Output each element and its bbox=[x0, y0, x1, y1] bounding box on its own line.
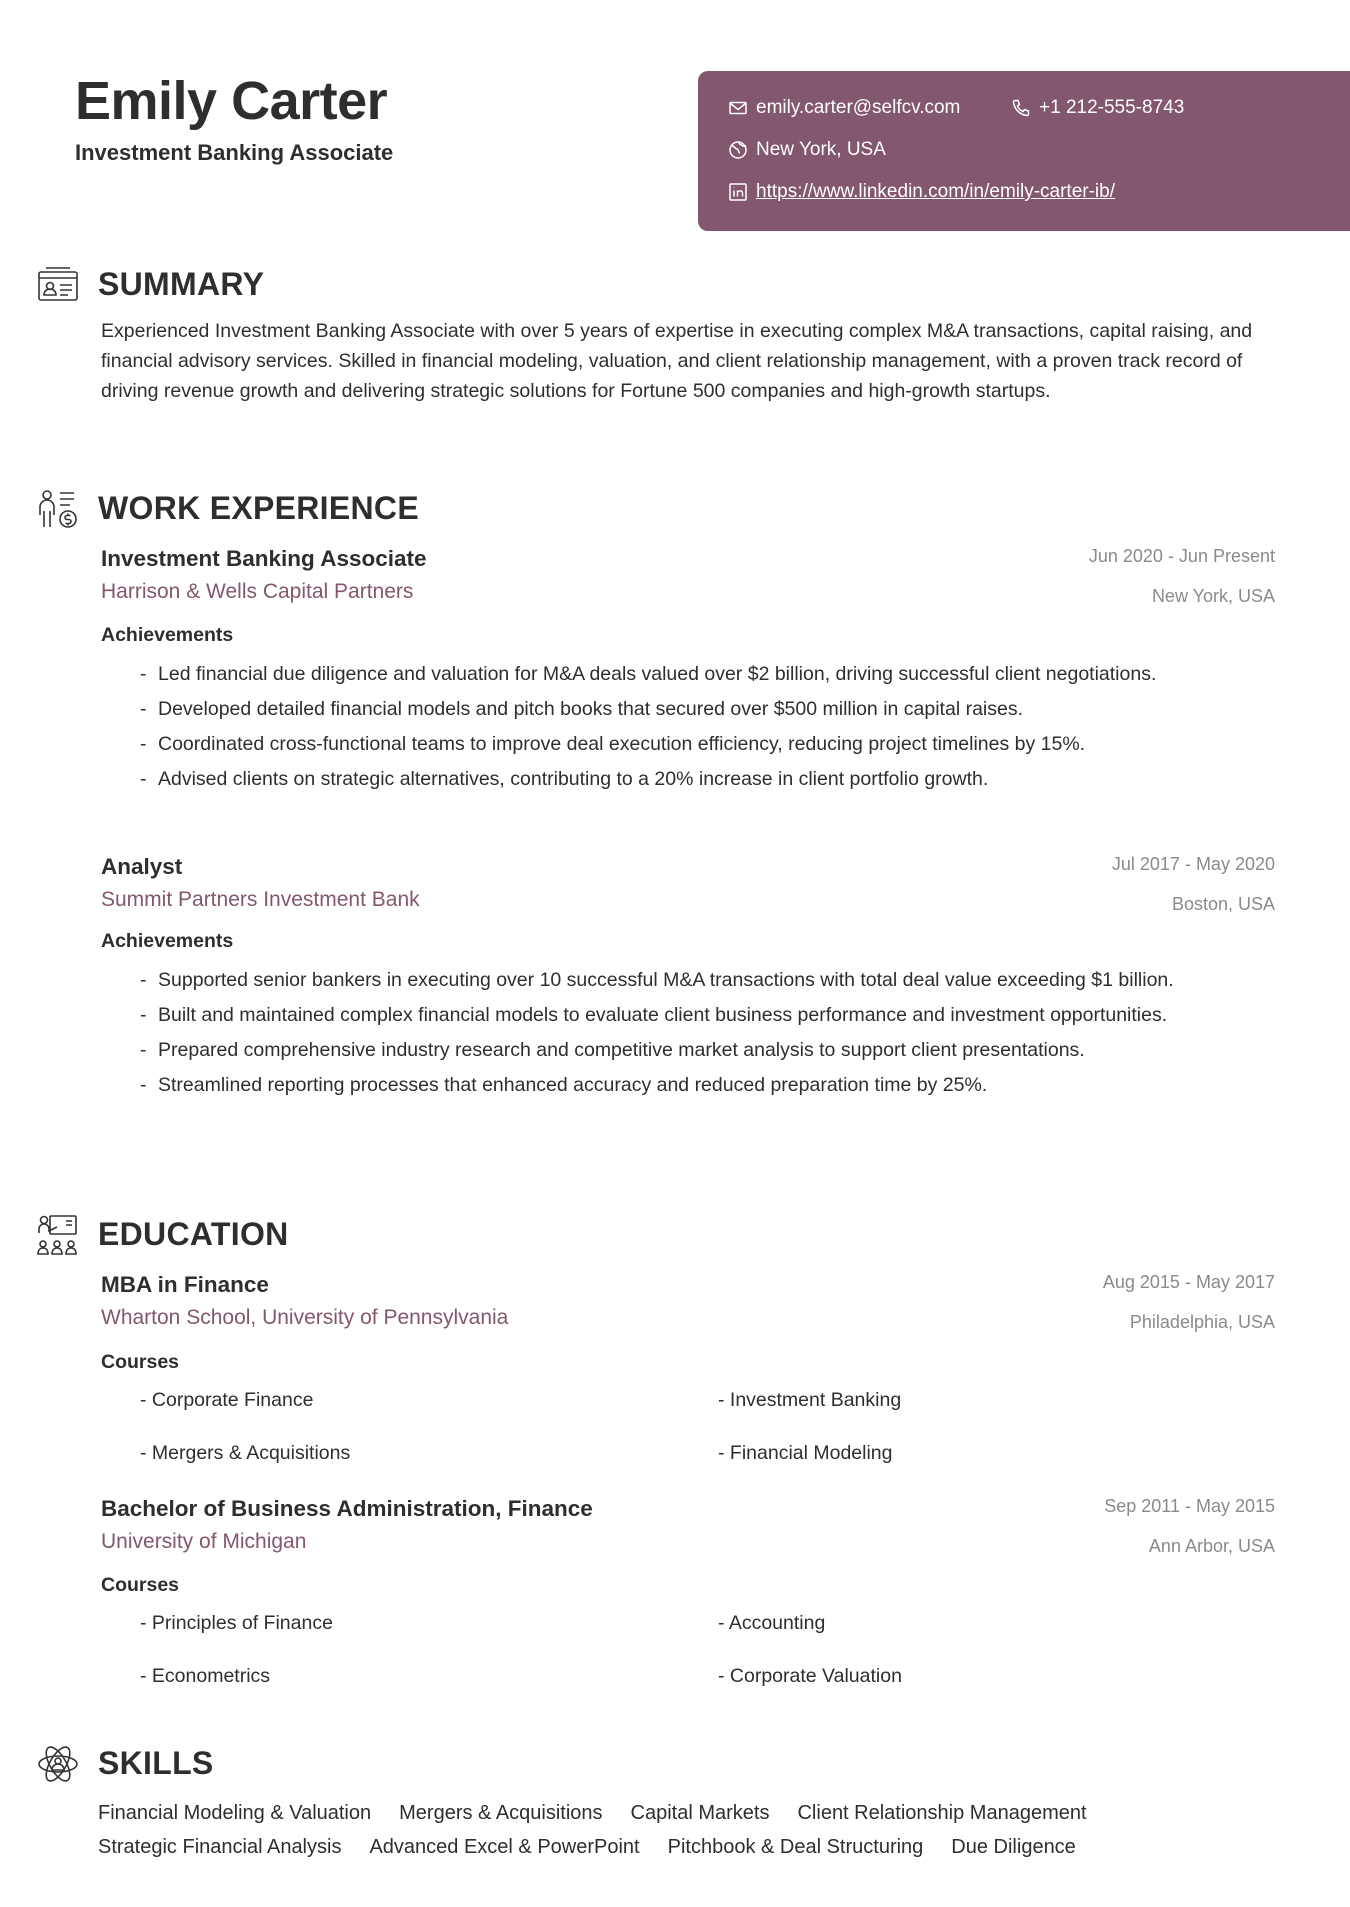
list-item: - Prepared comprehensive industry research and competitive market analysis to support client presentations. bbox=[140, 1035, 1265, 1065]
achievements-heading: Achievements bbox=[101, 930, 234, 952]
job-dates: Jun 2020 - Jun Present bbox=[1088, 546, 1275, 566]
email-text[interactable]: emily.carter@selfcv.com bbox=[756, 97, 961, 118]
course-item: - Econometrics bbox=[140, 1665, 271, 1687]
skill-tag: Mergers & Acquisitions bbox=[399, 1802, 603, 1824]
courses-heading: Courses bbox=[101, 1351, 180, 1373]
skills-heading: SKILLS bbox=[98, 1745, 214, 1781]
linkedin-link[interactable]: https://www.linkedin.com/in/emily-carter-ib/ bbox=[756, 181, 1115, 202]
summary-heading: SUMMARY bbox=[98, 266, 265, 302]
linkedin-icon bbox=[728, 182, 748, 202]
achievements-list bbox=[140, 965, 1265, 1105]
job-dates: Jul 2017 - May 2020 bbox=[1111, 854, 1275, 874]
contact-email[interactable] bbox=[728, 97, 960, 119]
course-item: - Mergers & Acquisitions bbox=[140, 1442, 351, 1464]
list-item: - Advised clients on strategic alternatives, contributing to a 20% increase in client portfolio growth. bbox=[140, 764, 1265, 794]
course-item: - Corporate Finance bbox=[140, 1389, 314, 1411]
list-item: - Streamlined reporting processes that enhanced accuracy and reduced preparation time by 25%. bbox=[140, 1070, 1265, 1100]
phone-text[interactable]: +1 212-555-8743 bbox=[1039, 97, 1185, 118]
envelope-icon bbox=[728, 98, 748, 118]
list-item: - Developed detailed financial models and pitch books that secured over $500 million in capital raises. bbox=[140, 694, 1265, 724]
candidate-name: Emily Carter bbox=[75, 71, 388, 131]
degree-title: MBA in Finance bbox=[101, 1272, 269, 1297]
list-item: - Supported senior bankers in executing over 10 successful M&A transactions with total deal value exceeding $1 billion. bbox=[140, 965, 1265, 995]
courses-heading: Courses bbox=[101, 1574, 180, 1596]
list-item: - Led financial due diligence and valuation for M&A deals valued over $2 billion, driving successful client negotiations. bbox=[140, 659, 1265, 689]
skill-tag: Financial Modeling & Valuation bbox=[98, 1802, 372, 1824]
job-company: Summit Partners Investment Bank bbox=[101, 888, 420, 911]
course-item: - Principles of Finance bbox=[140, 1612, 333, 1634]
course-item: - Corporate Valuation bbox=[718, 1665, 902, 1687]
skill-tag: Client Relationship Management bbox=[797, 1802, 1087, 1824]
course-item: - Accounting bbox=[718, 1612, 826, 1634]
course-item: - Investment Banking bbox=[718, 1389, 902, 1411]
job-location: Boston, USA bbox=[1171, 894, 1275, 914]
experience-heading: WORK EXPERIENCE bbox=[98, 490, 419, 526]
course-item: - Financial Modeling bbox=[718, 1442, 893, 1464]
skills-list bbox=[98, 1802, 1298, 1870]
phone-icon bbox=[1011, 98, 1031, 118]
job-title: Investment Banking Associate bbox=[101, 546, 427, 571]
contact-location bbox=[728, 139, 886, 161]
list-item: - Coordinated cross-functional teams to improve deal execution efficiency, reducing project timelines by 15%. bbox=[140, 729, 1265, 759]
education-heading: EDUCATION bbox=[98, 1216, 289, 1252]
edu-dates: Aug 2015 - May 2017 bbox=[1102, 1272, 1275, 1292]
achievements-heading: Achievements bbox=[101, 624, 234, 646]
skill-tag: Advanced Excel & PowerPoint bbox=[369, 1836, 640, 1858]
list-item: - Built and maintained complex financial models to evaluate client business performance and investment opportunities. bbox=[140, 1000, 1265, 1030]
teacher-board-icon bbox=[36, 1213, 80, 1257]
edu-location: Ann Arbor, USA bbox=[1148, 1536, 1275, 1556]
atom-network-icon bbox=[36, 1742, 80, 1786]
contact-panel bbox=[698, 71, 1350, 231]
school-name: University of Michigan bbox=[101, 1530, 307, 1553]
globe-icon bbox=[728, 140, 748, 160]
school-name: Wharton School, University of Pennsylvania bbox=[101, 1306, 509, 1329]
skill-tag: Due Diligence bbox=[951, 1836, 1076, 1858]
location-text: New York, USA bbox=[756, 139, 886, 160]
summary-text: Experienced Investment Banking Associate with over 5 years of expertise in executing complex M&A transactions, capital raising, and financial advisory services. Skilled in financial modeling, valuation, and client relationship management, with a proven track record of driving revenue growth and delivering strategic solutions for Fortune 500 companies and high-growth startups. bbox=[101, 320, 1253, 402]
contact-linkedin[interactable] bbox=[728, 181, 1115, 203]
edu-location: Philadelphia, USA bbox=[1129, 1312, 1275, 1332]
job-company: Harrison & Wells Capital Partners bbox=[101, 580, 414, 603]
id-card-icon bbox=[36, 263, 80, 307]
achievements-list bbox=[140, 659, 1265, 799]
skill-tag: Strategic Financial Analysis bbox=[98, 1836, 342, 1858]
skill-tag: Capital Markets bbox=[630, 1802, 770, 1824]
worker-money-icon bbox=[36, 487, 80, 531]
job-location: New York, USA bbox=[1151, 586, 1275, 606]
skill-tag: Pitchbook & Deal Structuring bbox=[667, 1836, 924, 1858]
edu-dates: Sep 2011 - May 2015 bbox=[1104, 1496, 1275, 1516]
job-title: Analyst bbox=[101, 854, 183, 879]
contact-phone[interactable] bbox=[1011, 97, 1184, 119]
degree-title: Bachelor of Business Administration, Finance bbox=[101, 1496, 593, 1521]
candidate-title: Investment Banking Associate bbox=[75, 140, 394, 165]
